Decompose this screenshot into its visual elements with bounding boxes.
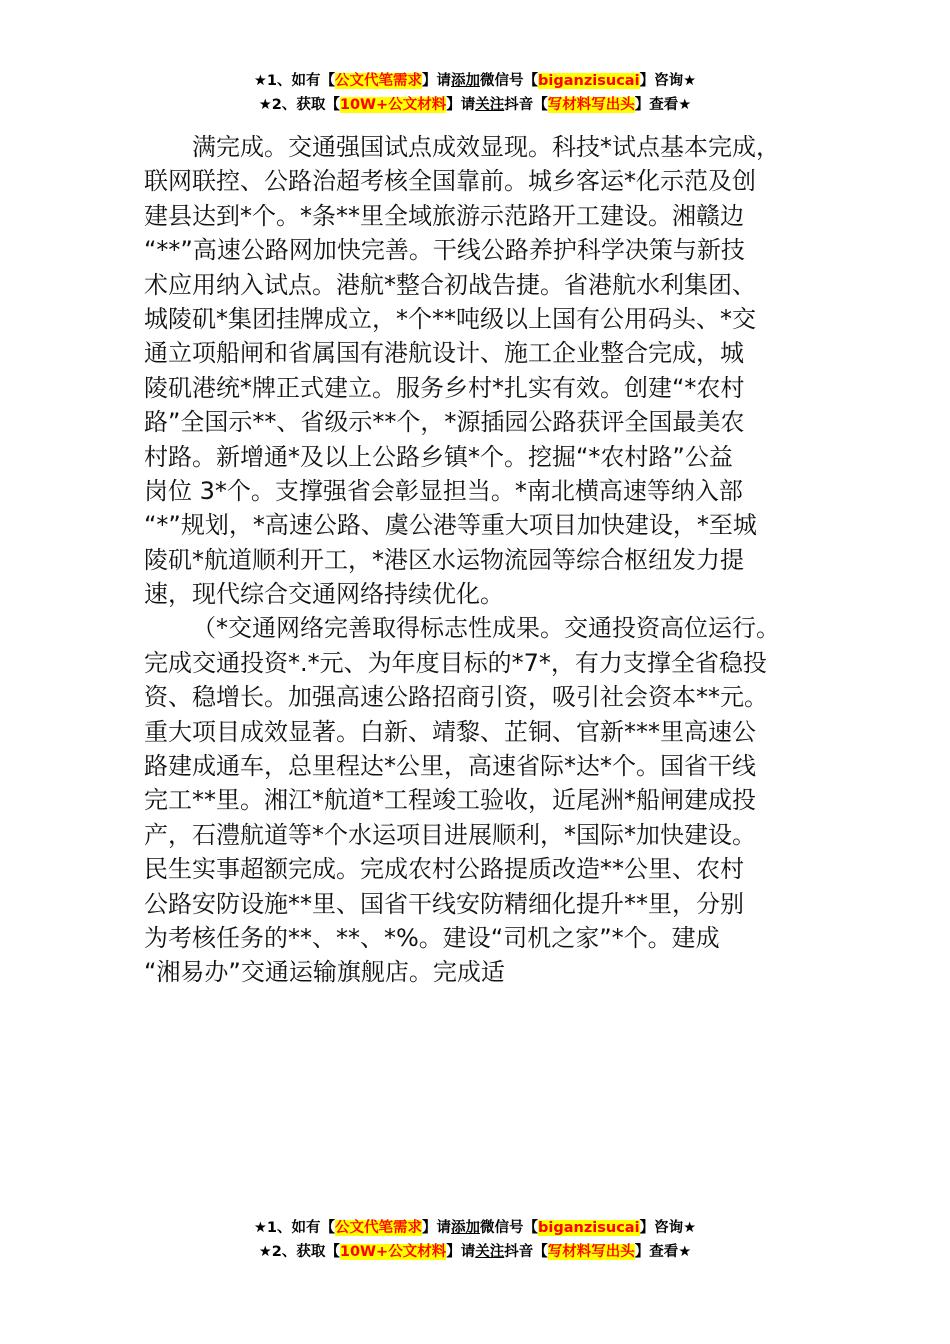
body-line: 路”全国示**、省级示**个，*源插园公路获评全国最美农 <box>144 408 745 437</box>
body-line: “湘易办”交通运输旗舰店。完成适 <box>144 958 505 987</box>
banner-text: ★2、获取【 <box>258 97 340 113</box>
banner-text: 】咨询★ <box>639 1220 697 1236</box>
banner-text: 】查看★ <box>634 97 692 113</box>
footer-banner <box>0 1216 950 1264</box>
banner-highlight: biganzisucai <box>538 1220 640 1236</box>
banner-text: ★1、如有【 <box>253 73 336 89</box>
body-line: 联网联控、公路治超考核全国靠前。城乡客运*化示范及创 <box>144 167 756 196</box>
banner-highlight: biganzisucai <box>538 73 640 89</box>
document-body <box>144 130 834 990</box>
banner-text: 抖音【 <box>504 97 548 113</box>
banner-text: 】咨询★ <box>639 73 697 89</box>
banner-emphasis: 关注 <box>475 97 505 113</box>
body-line: 建县达到*个。*条**里全域旅游示范路开工建设。湘赣边 <box>144 201 744 230</box>
banner-text: ★2、获取【 <box>258 1244 340 1260</box>
banner-highlight: 10W+公文材料 <box>339 97 447 113</box>
body-line: 民生实事超额完成。完成农村公路提质改造**公里、农村 <box>144 855 744 884</box>
banner-text: ★1、如有【 <box>253 1220 336 1236</box>
banner-text: 微信号【 <box>480 1220 539 1236</box>
banner-line-2 <box>0 93 950 117</box>
banner-highlight: 写材料写出头 <box>547 1244 635 1260</box>
body-line: “*”规划，*高速公路、虞公港等重大项目加快建设，*至城 <box>144 511 757 540</box>
body-line: 路建成通车，总里程达*公里，高速省际*达*个。国省干线 <box>144 752 756 781</box>
body-line: 满完成。交通强国试点成效显现。科技*试点基本完成， <box>192 133 780 161</box>
banner-emphasis: 添加 <box>451 1220 481 1236</box>
header-banner <box>0 69 950 117</box>
body-line: 完工**里。湘江*航道*工程竣工验收，近尾洲*船闸建成投 <box>144 786 756 815</box>
banner-line-1 <box>0 1216 950 1240</box>
body-line: 重大项目成效显著。白新、靖黎、芷铜、官新***里高速公 <box>144 717 756 746</box>
banner-text: 】查看★ <box>634 1244 692 1260</box>
body-line: 岗位 3*个。支撑强省会彰显担当。*南北横高速等纳入部 <box>144 476 743 505</box>
banner-text: 】请 <box>446 1244 476 1260</box>
body-line: 为考核任务的**、**、*%。建设“司机之家”*个。建成 <box>144 923 720 952</box>
banner-text: 】请 <box>446 97 476 113</box>
body-line: （*交通网络完善取得标志性成果。交通投资高位运行。 <box>192 614 780 643</box>
banner-emphasis: 添加 <box>451 73 481 89</box>
banner-text: 抖音【 <box>504 1244 548 1260</box>
banner-line-2 <box>0 1240 950 1264</box>
banner-text: 】请 <box>422 1220 452 1236</box>
banner-line-1 <box>0 69 950 93</box>
body-line: 速，现代综合交通网络持续优化。 <box>144 580 504 609</box>
banner-highlight: 公文代笔需求 <box>335 73 423 89</box>
body-line: 公路安防设施**里、国省干线安防精细化提升**里，分别 <box>144 889 744 918</box>
body-line: 通立项船闸和省属国有港航设计、施工企业整合完成，城 <box>144 339 744 368</box>
body-line: 产，石澧航道等*个水运项目进展顺利，*国际*加快建设。 <box>144 820 756 849</box>
banner-emphasis: 关注 <box>475 1244 505 1260</box>
body-line: “**”高速公路网加快完善。干线公路养护科学决策与新技 <box>144 236 745 265</box>
body-line: 陵矶*航道顺利开工，*港区水运物流园等综合枢纽发力提 <box>144 545 744 574</box>
body-line: 村路。新增通*及以上公路乡镇*个。挖掘“*农村路”公益 <box>144 442 733 471</box>
banner-text: 】请 <box>422 73 452 89</box>
banner-highlight: 写材料写出头 <box>547 97 635 113</box>
body-line: 完成交通投资*.*元、为年度目标的*7*，有力支撑全省稳投 <box>144 648 767 677</box>
body-line: 城陵矶*集团挂牌成立，*个**吨级以上国有公用码头、*交 <box>144 304 756 333</box>
body-line: 陵矶港统*牌正式建立。服务乡村*扎实有效。创建“*农村 <box>144 373 745 402</box>
banner-text: 微信号【 <box>480 73 539 89</box>
banner-highlight: 10W+公文材料 <box>339 1244 447 1260</box>
banner-highlight: 公文代笔需求 <box>335 1220 423 1236</box>
body-line: 术应用纳入试点。港航*整合初战告捷。省港航水利集团、 <box>144 270 756 299</box>
body-line: 资、稳增长。加强高速公路招商引资，吸引社会资本**元。 <box>144 683 768 712</box>
